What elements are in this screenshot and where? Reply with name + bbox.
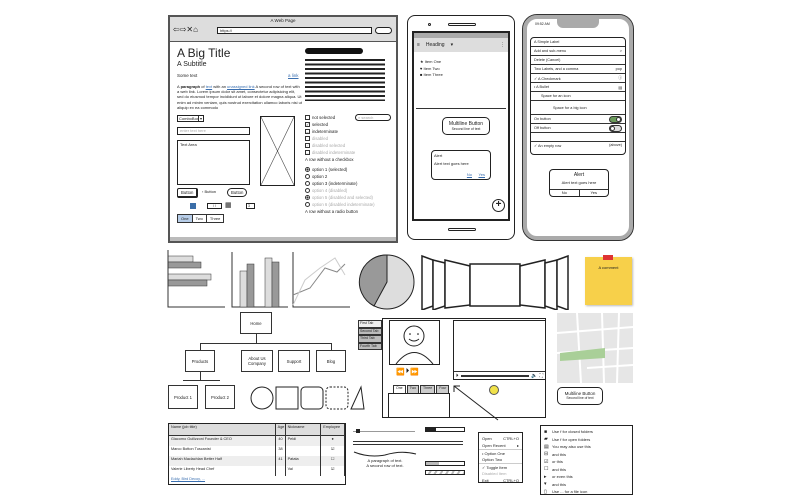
cell-accessory: pop (615, 67, 622, 71)
table-cell[interactable] (531, 142, 625, 149)
cell-accessory: (above) (609, 143, 622, 147)
menu-label: Open (482, 436, 492, 441)
browser-titlebar (170, 17, 396, 42)
fast-forward-icon[interactable]: ⏩ (410, 369, 419, 376)
radio-row[interactable] (305, 201, 375, 208)
rewind-icon[interactable]: ⏪ (396, 369, 405, 376)
slider-thumb[interactable] (356, 429, 360, 433)
radio-button[interactable] (305, 174, 310, 179)
back-button[interactable]: ‹ Button (202, 189, 217, 194)
a-link[interactable]: a link (288, 73, 299, 78)
fullscreen-icon[interactable]: ⛶ (539, 372, 543, 379)
column-header[interactable]: Age (276, 424, 286, 435)
table-cell: Marco Botton Tuscanist (169, 446, 276, 456)
menu-item[interactable] (479, 470, 522, 477)
table-row[interactable] (169, 466, 345, 476)
cell-label: Space for a big icon (553, 105, 587, 110)
checkbox-label: indeterminate (312, 129, 339, 134)
chevron-down-icon: ▾ (199, 116, 202, 121)
page-subtitle: A Subtitle (177, 61, 207, 68)
checkbox[interactable] (305, 115, 310, 120)
table-cell[interactable] (531, 83, 625, 92)
menu-label: ✓ Toggle Item (482, 464, 508, 470)
vertical-tab[interactable]: Fourth Tab (358, 343, 382, 351)
icon-list-item[interactable] (541, 428, 632, 436)
table-cell: Mariah Maclachlan Better Half (169, 456, 276, 466)
video-player (453, 320, 546, 380)
table-link[interactable]: Eddy, Bird Decoy, ... (171, 477, 206, 481)
radio-button[interactable] (305, 195, 310, 200)
table-cell[interactable]: ☐ (321, 456, 345, 466)
sitemap-about[interactable]: About Us Company (241, 350, 273, 372)
table-cell: Valerie Liberty Head Chef (169, 466, 276, 476)
button-title: Multiline Button (448, 121, 484, 127)
para-text: A (177, 84, 181, 89)
search-pill[interactable] (375, 27, 392, 34)
vertical-tab[interactable]: Second Tab (358, 328, 382, 336)
item-label: Item Three (423, 72, 443, 77)
radio-label: option 3 (indeterminate) (312, 181, 358, 186)
folder-open-icon: ▰ (544, 436, 548, 443)
sitemap-support[interactable]: Support (278, 350, 310, 372)
checkbox-group (305, 114, 355, 163)
para-link[interactable]: unassigned link (227, 84, 255, 89)
tab[interactable]: Three (420, 385, 435, 393)
seek-bar[interactable] (461, 375, 530, 377)
list-item[interactable]: ♥ Item Two (420, 65, 440, 71)
context-menu (478, 432, 523, 483)
brace-text (352, 458, 418, 468)
more-icon[interactable]: ⋮ (500, 42, 505, 48)
radio-row[interactable] (305, 173, 375, 180)
table-view (530, 37, 626, 155)
radio-button[interactable] (305, 167, 310, 172)
widget-icons-row (165, 250, 585, 310)
menu-label: Open Recent (482, 443, 506, 448)
list-item[interactable]: ■ Item Three (420, 72, 443, 77)
radio-button[interactable] (305, 188, 310, 193)
menu-label: Disabled Item (482, 471, 507, 476)
table-cell: Val (286, 466, 322, 476)
checkbox-row[interactable] (305, 142, 355, 149)
vertical-tabs (358, 320, 382, 350)
connector (183, 380, 220, 381)
combobox[interactable] (177, 115, 204, 122)
checkbox[interactable] (305, 136, 310, 141)
checkbox-row[interactable] (305, 128, 355, 135)
item-list (420, 59, 443, 79)
icon-list-item[interactable] (541, 443, 632, 451)
icon-list-item[interactable] (541, 451, 632, 459)
table-row[interactable] (169, 446, 345, 456)
icon-list-label: or this (552, 459, 563, 465)
icon-list-label: and this (552, 481, 567, 487)
checkbox-row[interactable] (305, 149, 355, 156)
icon-list-item[interactable] (541, 488, 632, 495)
table-cell: Giacomo Guilizzoni Founder & CEO (169, 436, 276, 446)
square-shape (276, 387, 298, 409)
heading: Heading (425, 42, 445, 48)
alert-text: Alert text goes here (561, 180, 597, 185)
paragraph (177, 84, 302, 110)
segment-three[interactable]: Three (206, 215, 223, 222)
table-cell: Patata (286, 456, 322, 466)
radio-label: option 5 (disabled and selected) (312, 195, 373, 200)
toggle-off[interactable] (609, 125, 622, 132)
folder-icon: ■ (544, 428, 548, 435)
checkbox-label: disabled selected (312, 143, 346, 148)
menu-item[interactable] (479, 435, 522, 442)
circle-shape (251, 387, 273, 409)
tab[interactable]: Two (407, 385, 419, 393)
triangle-down-icon: ▾ (544, 481, 547, 488)
yes-button[interactable]: Yes (478, 172, 485, 177)
radio-label: option 4 (disabled) (312, 188, 348, 193)
menu-item[interactable] (479, 477, 522, 484)
icon-list-item[interactable] (541, 436, 632, 444)
cell-accessory: ▤ (618, 85, 622, 90)
divider (416, 108, 506, 109)
menu-label: • Option One (482, 450, 505, 456)
table-cell[interactable] (531, 65, 625, 74)
menu-item[interactable] (479, 442, 522, 449)
segment-two[interactable]: Two (192, 215, 206, 222)
icon-list-label: or even this (552, 474, 573, 480)
spacer (531, 133, 625, 142)
map[interactable] (557, 313, 633, 383)
cell-accessory: ⓘ (618, 75, 622, 80)
alert-text: Alert text goes here (434, 161, 469, 166)
radio-label: option 2 (312, 174, 328, 179)
progress-fill (426, 462, 439, 465)
smiley-icon (390, 321, 439, 364)
indeterminate-progress-bar (425, 470, 465, 475)
item-label: Item One (424, 59, 442, 64)
table-cell (276, 466, 286, 476)
icon-list-item[interactable] (541, 473, 632, 481)
cursor-highlight (489, 385, 499, 395)
table-row[interactable] (169, 456, 345, 466)
radio-row[interactable] (305, 194, 375, 201)
para-text: of (200, 84, 206, 89)
search-input[interactable]: ⌕ search (355, 114, 391, 121)
cell-label: A Simple Label (534, 40, 560, 44)
table-cell[interactable] (531, 56, 625, 65)
icon-list-label: Use ... for a file icon (552, 489, 588, 495)
table-cell[interactable] (531, 92, 625, 101)
text-input[interactable]: enter text here (177, 127, 250, 135)
shapes (250, 384, 365, 412)
vertical-tab[interactable]: First Tab (358, 320, 382, 328)
multiline-button[interactable] (442, 117, 490, 135)
checkbox-label: selected (312, 122, 329, 127)
radio-row[interactable] (305, 187, 375, 194)
menu-shortcut: ▸ (516, 443, 519, 448)
checkbox[interactable]: ✓ (306, 122, 310, 127)
brace-line: A second row of text. (366, 463, 404, 468)
sticky-text: A comment (598, 265, 619, 270)
icon-list-label: You may also use this (552, 444, 591, 450)
brace-line: A paragraph of text. (367, 458, 403, 463)
button-subtitle: Second line of text (566, 396, 594, 400)
checkbox-row[interactable] (305, 135, 355, 142)
date-field[interactable]: / / (207, 203, 222, 209)
progress-bar (425, 461, 465, 466)
browser-window (168, 15, 398, 243)
toggle-knob (616, 117, 621, 122)
cell-label: ✓ A Checkmark (534, 76, 561, 81)
speaker (448, 23, 476, 26)
table-cell: Peldi (286, 436, 322, 446)
table-cell: 41 (276, 456, 286, 466)
slider-track[interactable] (353, 431, 415, 432)
android-phone (407, 15, 515, 240)
number-stepper[interactable]: 3 (246, 203, 255, 209)
vertical-tab[interactable]: Third Tab (358, 335, 382, 343)
column-header[interactable]: Nickname (286, 424, 322, 435)
radio-button[interactable] (305, 181, 310, 186)
radio-label: option 1 (selected) (312, 167, 348, 172)
horizontal-scrollbar[interactable] (353, 441, 463, 445)
icon-list (540, 425, 633, 495)
table-cell[interactable] (531, 38, 625, 47)
cell-label: ✓ An empty row (534, 144, 562, 148)
cover-flow-icon (422, 256, 568, 310)
table-cell: 40 (276, 436, 286, 446)
search-placeholder: search (361, 115, 374, 120)
checkbox-label: disabled (312, 136, 329, 141)
radio-note: A row without a radio button (305, 209, 359, 214)
radio-row[interactable] (305, 166, 375, 173)
checkbox[interactable]: ✓ (306, 143, 310, 148)
sitemap-products[interactable]: Products (185, 350, 215, 372)
radio-row[interactable] (305, 180, 375, 187)
pill-button[interactable]: Button (227, 188, 247, 197)
media-controls (396, 368, 419, 376)
camera-icon (428, 23, 431, 26)
dashed-square-shape (326, 387, 348, 409)
menu-shortcut: CTRL+O (503, 436, 519, 441)
color-picker[interactable] (190, 203, 196, 209)
menu-label: Option Two (482, 457, 503, 462)
browser-statusbar (170, 237, 396, 241)
menu-item[interactable] (479, 463, 522, 470)
spinner-fill (426, 428, 436, 431)
yes-button[interactable]: Yes (590, 190, 598, 195)
pin (603, 255, 613, 260)
radio-button[interactable] (305, 202, 310, 207)
checkbox[interactable]: – (306, 129, 309, 134)
para-rest: A second row of text with a web link. Lorem ipsum dolor sit amet, consectetur adipisicing elit, sed do eiusmod tempor incididunt ut labore et dolore magna aliqua. Ut enim ad minim veniam, quis nostrud exercitation ullamco laboris nisi ut aliquip ex ea commodo (177, 84, 302, 110)
table-cell: 38 (276, 446, 286, 456)
combobox-value: ComboBox (179, 116, 199, 121)
connector (200, 372, 201, 380)
rounded-square-shape (301, 387, 323, 409)
icon-list-item[interactable] (541, 458, 632, 466)
tab[interactable]: Four (436, 385, 449, 393)
connector (200, 343, 332, 344)
icon-list-item[interactable] (541, 481, 632, 489)
chevron-down-icon[interactable]: ▾ (450, 42, 454, 48)
checkbox[interactable]: – (306, 150, 309, 155)
nav-buttons[interactable]: ⇦⇨✕⌂ (173, 25, 198, 34)
check-circle-icon: ☑ (544, 458, 549, 465)
toggle-on[interactable] (609, 116, 622, 123)
table-header (169, 424, 345, 436)
toggle-row[interactable] (531, 124, 625, 133)
alert-dialog (431, 150, 491, 180)
bar-chart-icon (232, 252, 288, 307)
button-subtitle: Second line of text (451, 127, 481, 131)
volume-icon[interactable]: 🔈 (531, 372, 538, 379)
radio-label: option 6 (disabled indeterminate) (312, 202, 375, 207)
minus-box-icon: ⊟ (544, 451, 549, 458)
no-button[interactable]: No (466, 172, 472, 177)
connector (331, 343, 332, 350)
para-text: with an (212, 84, 228, 89)
toggle-label: On button (534, 117, 551, 121)
menu-shortcut: CTRL+Q (503, 478, 519, 483)
horizontal-bar-chart-icon (168, 250, 225, 307)
scribble-heading (305, 48, 363, 54)
cell-label: Delete (Cancel) (534, 58, 561, 62)
calendar-icon[interactable]: ▦ (225, 202, 232, 209)
play-icon[interactable]: ⏵ (456, 372, 459, 379)
toggle-knob (610, 126, 615, 131)
play-icon[interactable]: ⏵ (405, 368, 410, 375)
cell-accessory: > (619, 49, 622, 53)
scribble-text (305, 59, 385, 101)
radio-group (305, 166, 375, 215)
cell-label: Space for an icon (541, 94, 571, 98)
table-cell (286, 446, 322, 456)
checkbox-label: not selected (312, 115, 336, 120)
square-icon: ☐ (544, 466, 549, 473)
text-area[interactable]: Text Area (177, 140, 250, 185)
para-bold: paragraph (180, 84, 201, 89)
menu-label: Exit (482, 478, 489, 483)
data-table (168, 423, 346, 485)
toggle-label: Off button (534, 126, 551, 130)
sitemap-product-2[interactable]: Product 2 (205, 385, 235, 409)
no-button[interactable]: No (550, 190, 580, 196)
video-controls (454, 371, 545, 379)
table-cell[interactable]: ☑ (321, 446, 345, 456)
numeric-spinner[interactable] (425, 427, 465, 432)
table-row[interactable] (169, 436, 345, 446)
image-placeholder-x (261, 117, 294, 185)
menu-item[interactable] (479, 456, 522, 463)
table-cell[interactable]: ● (321, 436, 345, 446)
alert-title: Alert (573, 172, 585, 178)
home-bar (448, 228, 476, 231)
sitemap-home[interactable]: Home (240, 312, 272, 334)
icon-list-label: Use f for closed folders (552, 429, 593, 435)
status-time: 09:52 AM (535, 22, 550, 26)
alert-buttons (550, 189, 608, 196)
iphone (523, 15, 633, 240)
cell-label: Two Labels, and a comma (534, 67, 579, 71)
triangle-shape (351, 387, 364, 409)
window-title: A Web Page (270, 18, 296, 23)
table-cell[interactable]: ☑ (321, 466, 345, 476)
button[interactable]: Button (177, 188, 198, 198)
line-chart-icon (293, 252, 350, 307)
tab-panel (388, 393, 450, 418)
para-link[interactable]: text (205, 84, 213, 89)
curly-brace (353, 450, 417, 458)
url-bar[interactable]: https:// (217, 27, 372, 34)
list-icon: ▤ (544, 443, 549, 450)
icon-list-label: Use f for open folders (552, 436, 591, 442)
ios-alert (549, 169, 609, 197)
android-screen (412, 31, 510, 221)
app-bar (414, 38, 508, 52)
fab-button[interactable]: + (492, 199, 505, 212)
cell-label: • A Bullet (534, 85, 550, 89)
sticky-note (585, 257, 632, 305)
table-cell[interactable] (531, 74, 625, 83)
column-header[interactable]: Name (job title) (169, 424, 276, 435)
tab[interactable]: One (393, 385, 406, 393)
checkbox-note: A row without a checkbox (305, 157, 354, 162)
sitemap-blog[interactable]: Blog (316, 350, 346, 372)
file-icon: ▯ (544, 488, 547, 495)
cell-label: Add and sub-menu (534, 49, 567, 53)
icon-list-label: and this (552, 466, 567, 472)
icon-list-item[interactable] (541, 466, 632, 474)
pie-chart-icon (359, 255, 414, 309)
alert-title: Alert (434, 153, 443, 158)
checkbox-row[interactable] (305, 121, 355, 128)
table-cell[interactable] (531, 101, 625, 115)
menu-icon[interactable]: ≡ (417, 42, 420, 48)
page-title: A Big Title (177, 46, 231, 60)
sitemap-product-1[interactable]: Product 1 (168, 385, 198, 409)
segment-one[interactable]: One (178, 215, 192, 222)
checkbox-label: disabled indeterminate (312, 150, 356, 155)
column-header[interactable]: Employee (321, 424, 345, 435)
icon-list-label: and this (552, 451, 567, 457)
connector (200, 343, 201, 350)
multiline-button[interactable] (557, 387, 603, 405)
some-text: Some text (177, 73, 198, 78)
triangle-right-icon: ▸ (544, 473, 547, 480)
menu-item[interactable] (479, 449, 522, 456)
webcam-placeholder (389, 320, 440, 365)
image-placeholder (260, 116, 295, 186)
toggle-row[interactable] (531, 115, 625, 124)
tab-bar (393, 385, 449, 393)
notch (557, 18, 599, 28)
list-item[interactable]: ★ Item One (420, 59, 442, 64)
back-button-label: Button (204, 189, 217, 194)
button-title: Multiline Button (564, 391, 596, 396)
checkbox-row[interactable] (305, 114, 355, 121)
item-label: Item Two (423, 65, 440, 71)
segmented-control (177, 214, 224, 223)
table-cell[interactable] (531, 47, 625, 56)
